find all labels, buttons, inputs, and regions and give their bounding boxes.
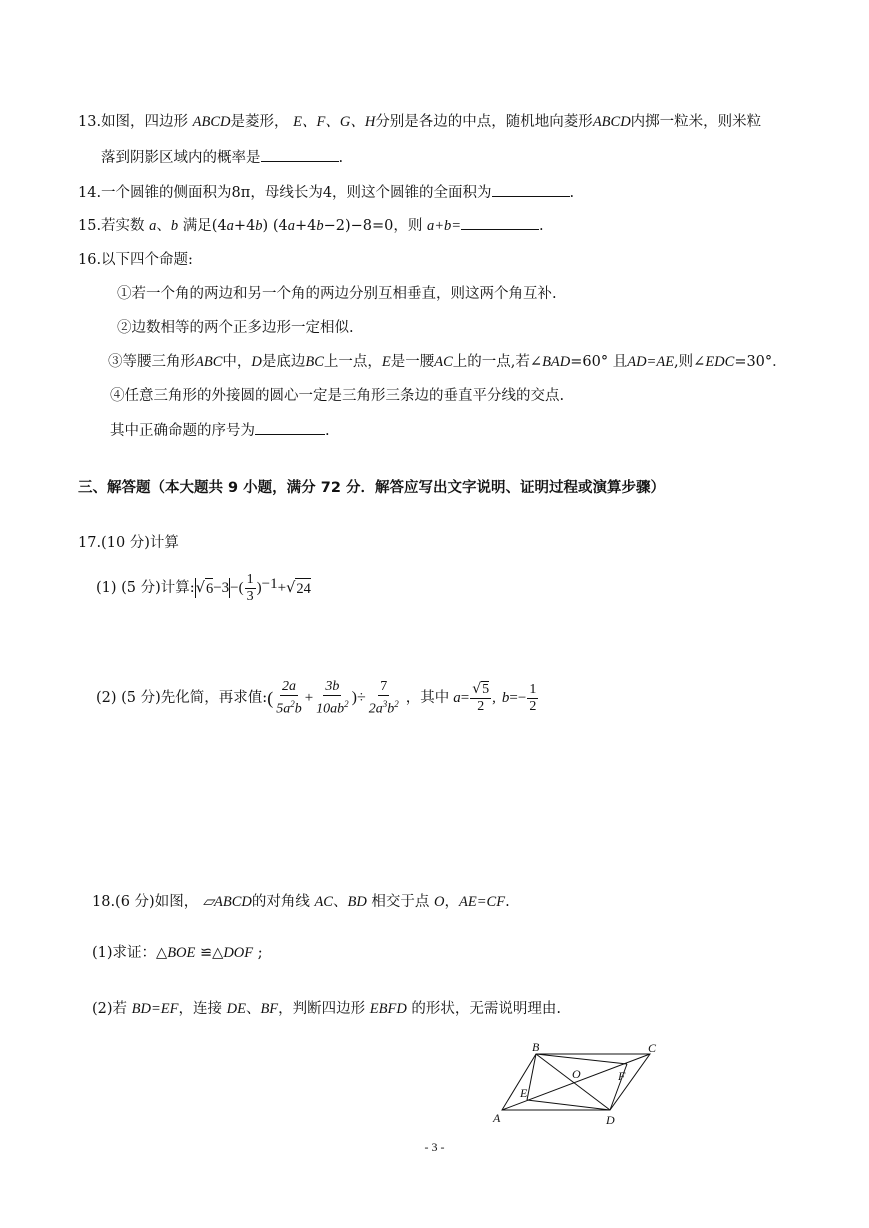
q13-answer-blank[interactable] bbox=[261, 147, 339, 162]
q14-line: 14.一个圆锥的侧面积为8π，母线长为4，则这个圆锥的全面积为 . bbox=[78, 182, 574, 203]
q17-part2: (2) (5 分)先化简，再求值: ( $\frac{2a}{5a^2b}$ + $\frac{3b}{10ab^2}$ )÷ $\frac{7}{2a^3b^2}$ ，其中 a = $\frac{√5}{2}$ , b =− $\frac{1}{2}$ bbox=[96, 678, 537, 717]
q13-line2: 落到阴影区域内的概率是 . bbox=[101, 147, 343, 168]
label-f: F bbox=[618, 1069, 626, 1083]
q16-prop4: ④任意三角形的外接圆的圆心一定是三角形三条边的垂直平分线的交点. bbox=[110, 388, 565, 404]
q16-ask: 其中正确命题的序号为 . bbox=[110, 420, 330, 441]
q13-line1: 13.如图，四边形 ABCD是菱形， E、F、G、H分别是各边的中点，随机地向菱形ABCD内掷一粒米，则米粒 bbox=[78, 114, 762, 130]
page-number: - 3 - bbox=[424, 1140, 445, 1154]
q16-prop3: ③等腰三角形ABC中，D是底边BC上一点，E是一腰AC上的一点,若∠BAD=60° 且AD=AE,则∠EDC=30°． bbox=[108, 354, 787, 370]
q14-answer-blank[interactable] bbox=[492, 182, 570, 197]
label-o: O bbox=[572, 1067, 581, 1081]
q18-part1: (1)求证：△BOE ≌△DOF ; bbox=[92, 945, 263, 961]
q18-intro: 18.(6 分)如图， ▱ABCD的对角线 AC、BD 相交于点 O，AE=CF. bbox=[92, 894, 510, 910]
fraction-one-third: $\frac{1}{3}$ bbox=[246, 571, 254, 604]
diagonal-bd bbox=[536, 1054, 610, 1110]
fraction-one-half: $\frac{1}{2}$ bbox=[529, 681, 537, 714]
fraction-2a-over-5a2b: $\frac{2a}{5a^2b}$ bbox=[276, 678, 302, 717]
q15-line: 15.若实数 a、b 满足(4a+4b) (4a+4b−2)−8=0，则 a+b= . bbox=[78, 215, 544, 236]
label-e: E bbox=[520, 1086, 528, 1100]
parallelogram-figure bbox=[490, 1042, 690, 1132]
fraction-sqrt5-over-2: $\frac{√5}{2}$ bbox=[472, 681, 490, 714]
q16-answer-blank[interactable] bbox=[255, 420, 325, 435]
label-b: B bbox=[532, 1042, 540, 1054]
label-a: A bbox=[493, 1111, 501, 1125]
q17-title: 17.(10 分)计算 bbox=[78, 535, 179, 551]
fraction-3b-over-10ab2: $\frac{3b}{10ab^2}$ bbox=[316, 678, 349, 717]
q16-prop2: ②边数相等的两个正多边形一定相似. bbox=[117, 320, 354, 336]
diagonal-ac bbox=[502, 1054, 650, 1110]
q17-part1: (1) (5 分)计算: √ 6 −3 −( $\frac{1}{3}$ ) −1 + √ 24 bbox=[96, 571, 311, 604]
fraction-7-over-2a3b2: $\frac{7}{2a^3b^2}$ bbox=[368, 678, 399, 717]
q16-prop1: ①若一个角的两边和另一个角的两边分别互相垂直，则这两个角互补. bbox=[117, 286, 557, 302]
q18-part2: (2)若 BD=EF，连接 DE、BF，判断四边形 EBFD 的形状，无需说明理由. bbox=[92, 1001, 562, 1017]
section3-heading: 三、解答题（本大题共 9 小题，满分 72 分．解答应写出文字说明、证明过程或演算步骤） bbox=[78, 480, 665, 496]
label-c: C bbox=[648, 1042, 657, 1055]
q15-answer-blank[interactable] bbox=[461, 215, 539, 230]
segment-bf bbox=[536, 1054, 627, 1064]
q16-title: 16.以下四个命题: bbox=[78, 252, 193, 268]
label-d: D bbox=[606, 1113, 615, 1127]
segment-ed bbox=[527, 1100, 610, 1110]
